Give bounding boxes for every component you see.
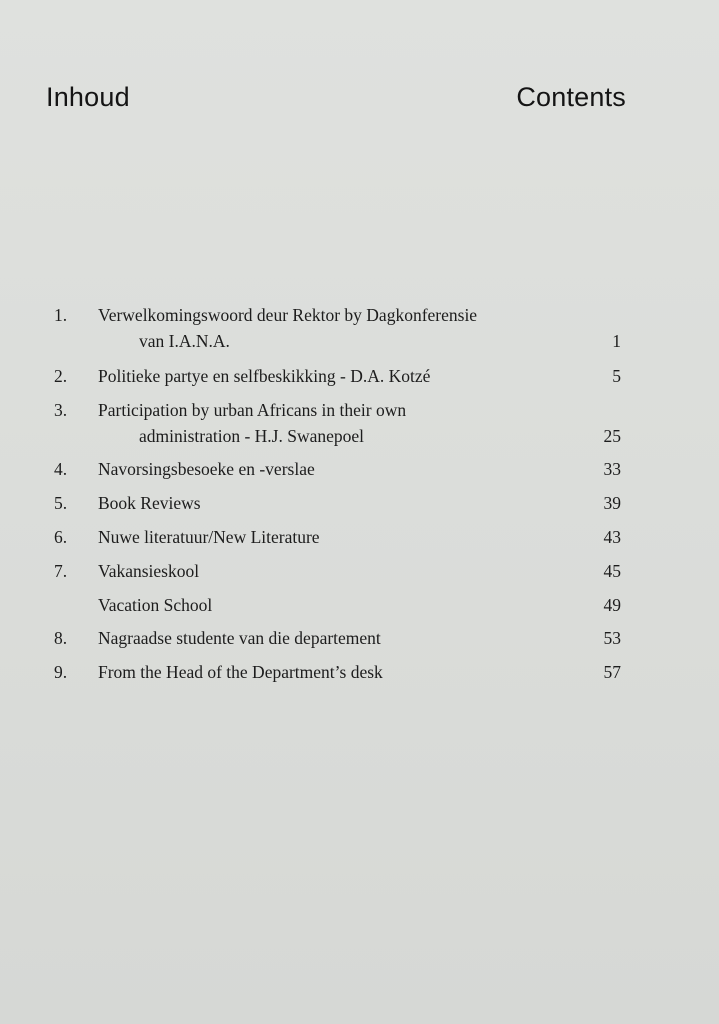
toc-entry-page: 43 bbox=[603, 527, 621, 547]
toc-entry-title: Verwelkomingswoord deur Rektor by Dagkonferensie bbox=[98, 305, 478, 325]
toc-entry-title: Navorsingsbesoeke en -verslae bbox=[98, 459, 315, 479]
heading-inhoud: Inhoud bbox=[46, 82, 130, 112]
toc-entry-title: Nuwe literatuur/New Literature bbox=[98, 527, 320, 547]
toc-entry-number: 6. bbox=[54, 527, 68, 547]
toc-entry-title: Book Reviews bbox=[98, 493, 201, 513]
toc-entry-page: 5 bbox=[612, 366, 621, 386]
toc-entry-page: 33 bbox=[603, 459, 621, 479]
toc-entry-number: 9. bbox=[54, 662, 68, 682]
toc-entry-number: 1. bbox=[54, 305, 68, 325]
toc-entry-title-line2: van I.A.N.A. bbox=[139, 331, 230, 351]
toc-entry-page: 1 bbox=[612, 331, 621, 351]
toc-entry-title: Politieke partye en selfbeskikking - D.A. Kotzé bbox=[98, 366, 431, 386]
toc-entry-page: 25 bbox=[603, 426, 621, 446]
toc-entry-number: 3. bbox=[54, 400, 68, 420]
toc-entry-title: Nagraadse studente van die departement bbox=[98, 628, 381, 648]
toc-entry-title: Vakansieskool bbox=[98, 561, 200, 581]
toc-entry-number: 7. bbox=[54, 561, 68, 581]
toc-entry-page: 57 bbox=[603, 662, 621, 682]
toc-entry-title: Participation by urban Africans in their own bbox=[98, 400, 407, 420]
heading-contents: Contents bbox=[516, 82, 626, 112]
toc-entry-title-line2: administration - H.J. Swanepoel bbox=[139, 426, 365, 446]
toc-entry-title: Vacation School bbox=[98, 595, 213, 615]
toc-entry-number: 2. bbox=[54, 366, 68, 386]
toc-entry-page: 45 bbox=[603, 561, 621, 581]
toc-entry-number: 5. bbox=[54, 493, 68, 513]
toc-entry-page: 39 bbox=[603, 493, 621, 513]
toc-entry-number: 8. bbox=[54, 628, 68, 648]
toc-entry-page: 49 bbox=[603, 595, 621, 615]
toc-entry-title: From the Head of the Department’s desk bbox=[98, 662, 383, 682]
toc-entry-page: 53 bbox=[603, 628, 621, 648]
toc-entry-number: 4. bbox=[54, 459, 68, 479]
